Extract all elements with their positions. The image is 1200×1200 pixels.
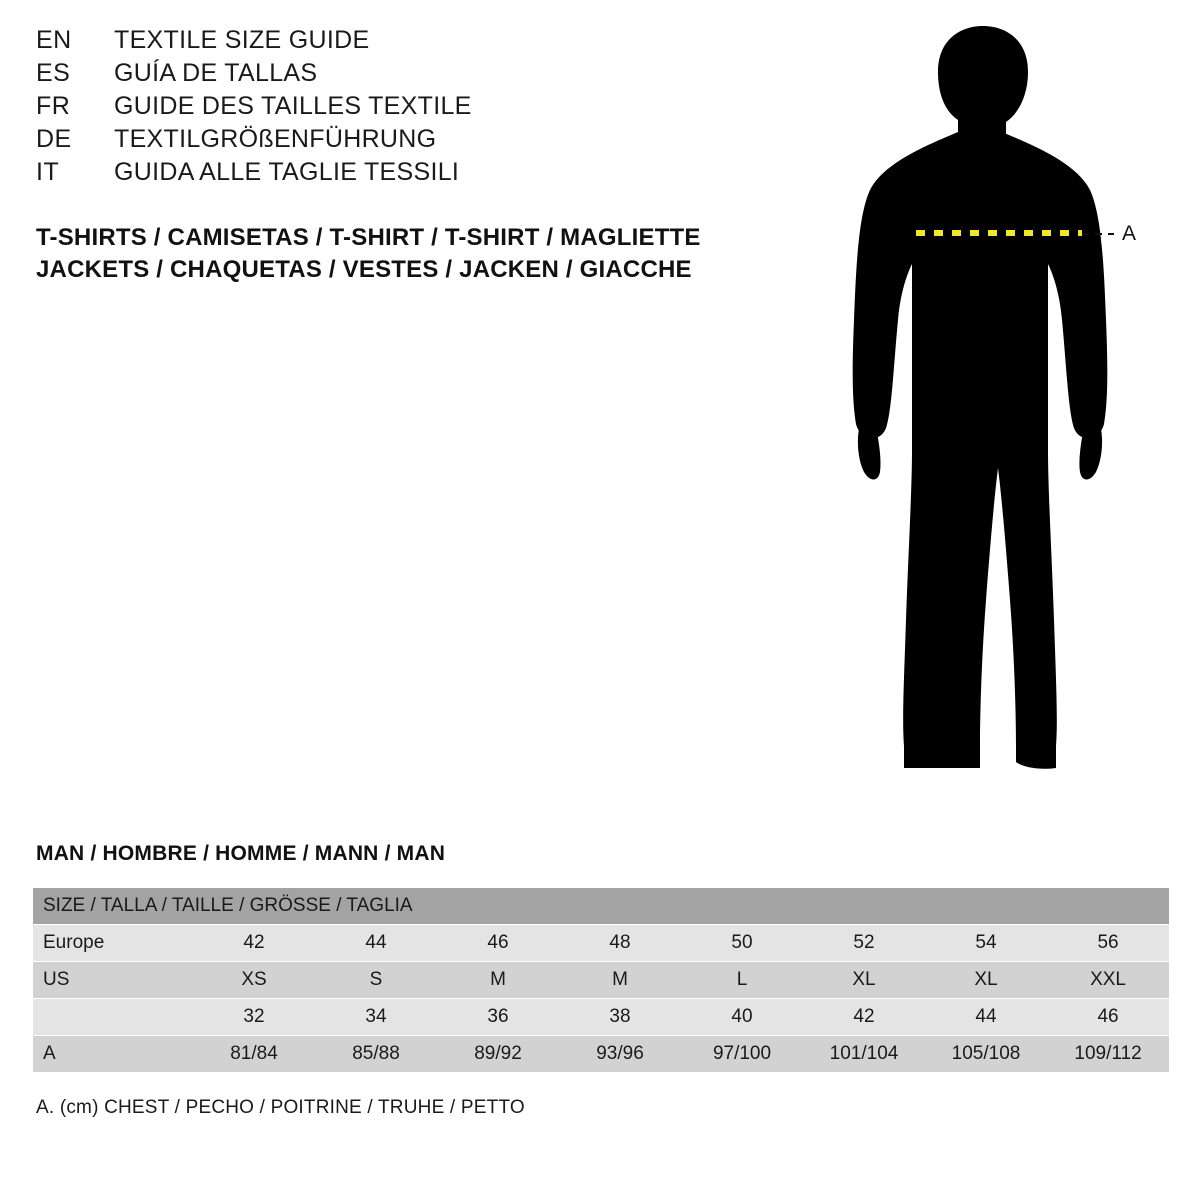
- table-cell: XL: [803, 962, 925, 999]
- table-row: [33, 1036, 1169, 1073]
- table-cell: XXL: [1047, 962, 1169, 999]
- language-row: [36, 94, 736, 119]
- table-cell: 101/104: [803, 1036, 925, 1073]
- language-code: ES: [36, 59, 71, 87]
- row-label: [33, 999, 193, 1036]
- size-table: [33, 888, 1169, 1073]
- language-title: GUIDE DES TAILLES TEXTILE: [114, 92, 472, 120]
- table-row: [33, 962, 1169, 999]
- table-cell: 93/96: [559, 1036, 681, 1073]
- table-cell: 89/92: [437, 1036, 559, 1073]
- table-cell: 38: [559, 999, 681, 1036]
- table-cell: 34: [315, 999, 437, 1036]
- table-cell: 44: [315, 925, 437, 962]
- silhouette-svg: [820, 20, 1180, 790]
- table-row: [33, 925, 1169, 962]
- table-cell: XL: [925, 962, 1047, 999]
- table-cell: 42: [803, 999, 925, 1036]
- table-row-header: [33, 888, 1169, 925]
- table-cell: 40: [681, 999, 803, 1036]
- language-title: TEXTILE SIZE GUIDE: [114, 26, 370, 54]
- table-cell: 81/84: [193, 1036, 315, 1073]
- table-cell: 85/88: [315, 1036, 437, 1073]
- garment-line-tshirts: T-SHIRTS / CAMISETAS / T-SHIRT / T-SHIRT / MAGLIETTE: [36, 224, 701, 251]
- footnote-chest-measurement: A. (cm) CHEST / PECHO / POITRINE / TRUHE / PETTO: [36, 1097, 525, 1118]
- garment-type-block: [36, 222, 796, 287]
- garment-line-jackets: JACKETS / CHAQUETAS / VESTES / JACKEN / GIACCHE: [36, 256, 692, 284]
- language-code: EN: [36, 26, 72, 54]
- table-cell: 97/100: [681, 1036, 803, 1073]
- table-row: [33, 999, 1169, 1036]
- table-cell: 44: [925, 999, 1047, 1036]
- table-cell: L: [681, 962, 803, 999]
- table-cell: 52: [803, 925, 925, 962]
- language-row: [36, 160, 736, 185]
- table-cell: 54: [925, 925, 1047, 962]
- language-code: FR: [36, 92, 71, 120]
- table-cell: XS: [193, 962, 315, 999]
- language-title: GUÍA DE TALLAS: [114, 59, 318, 87]
- language-title: GUIDA ALLE TAGLIE TESSILI: [114, 158, 460, 186]
- table-cell: S: [315, 962, 437, 999]
- table-cell: 46: [1047, 999, 1169, 1036]
- language-header-block: [36, 28, 736, 193]
- table-cell: 42: [193, 925, 315, 962]
- section-title-man: MAN / HOMBRE / HOMME / MANN / MAN: [36, 842, 446, 865]
- measure-leader-dash-icon: [1082, 233, 1114, 235]
- table-cell: 46: [437, 925, 559, 962]
- table-cell: M: [437, 962, 559, 999]
- table-cell: 109/112: [1047, 1036, 1169, 1073]
- language-row: [36, 61, 736, 86]
- table-cell: 32: [193, 999, 315, 1036]
- man-silhouette-figure: [820, 20, 1180, 790]
- table-cell: 56: [1047, 925, 1169, 962]
- row-label: Europe: [33, 925, 193, 962]
- measure-label-a: A: [1122, 222, 1137, 245]
- language-code: DE: [36, 125, 72, 153]
- row-label: A: [33, 1036, 193, 1073]
- table-cell: 48: [559, 925, 681, 962]
- row-label: US: [33, 962, 193, 999]
- table-cell: 105/108: [925, 1036, 1047, 1073]
- table-header-label: SIZE / TALLA / TAILLE / GRÖSSE / TAGLIA: [33, 888, 1169, 925]
- language-title: TEXTILGRÖßENFÜHRUNG: [114, 125, 437, 153]
- language-row: [36, 28, 736, 53]
- table-cell: M: [559, 962, 681, 999]
- table-cell: 36: [437, 999, 559, 1036]
- table-cell: 50: [681, 925, 803, 962]
- language-row: [36, 127, 736, 152]
- language-code: IT: [36, 158, 60, 186]
